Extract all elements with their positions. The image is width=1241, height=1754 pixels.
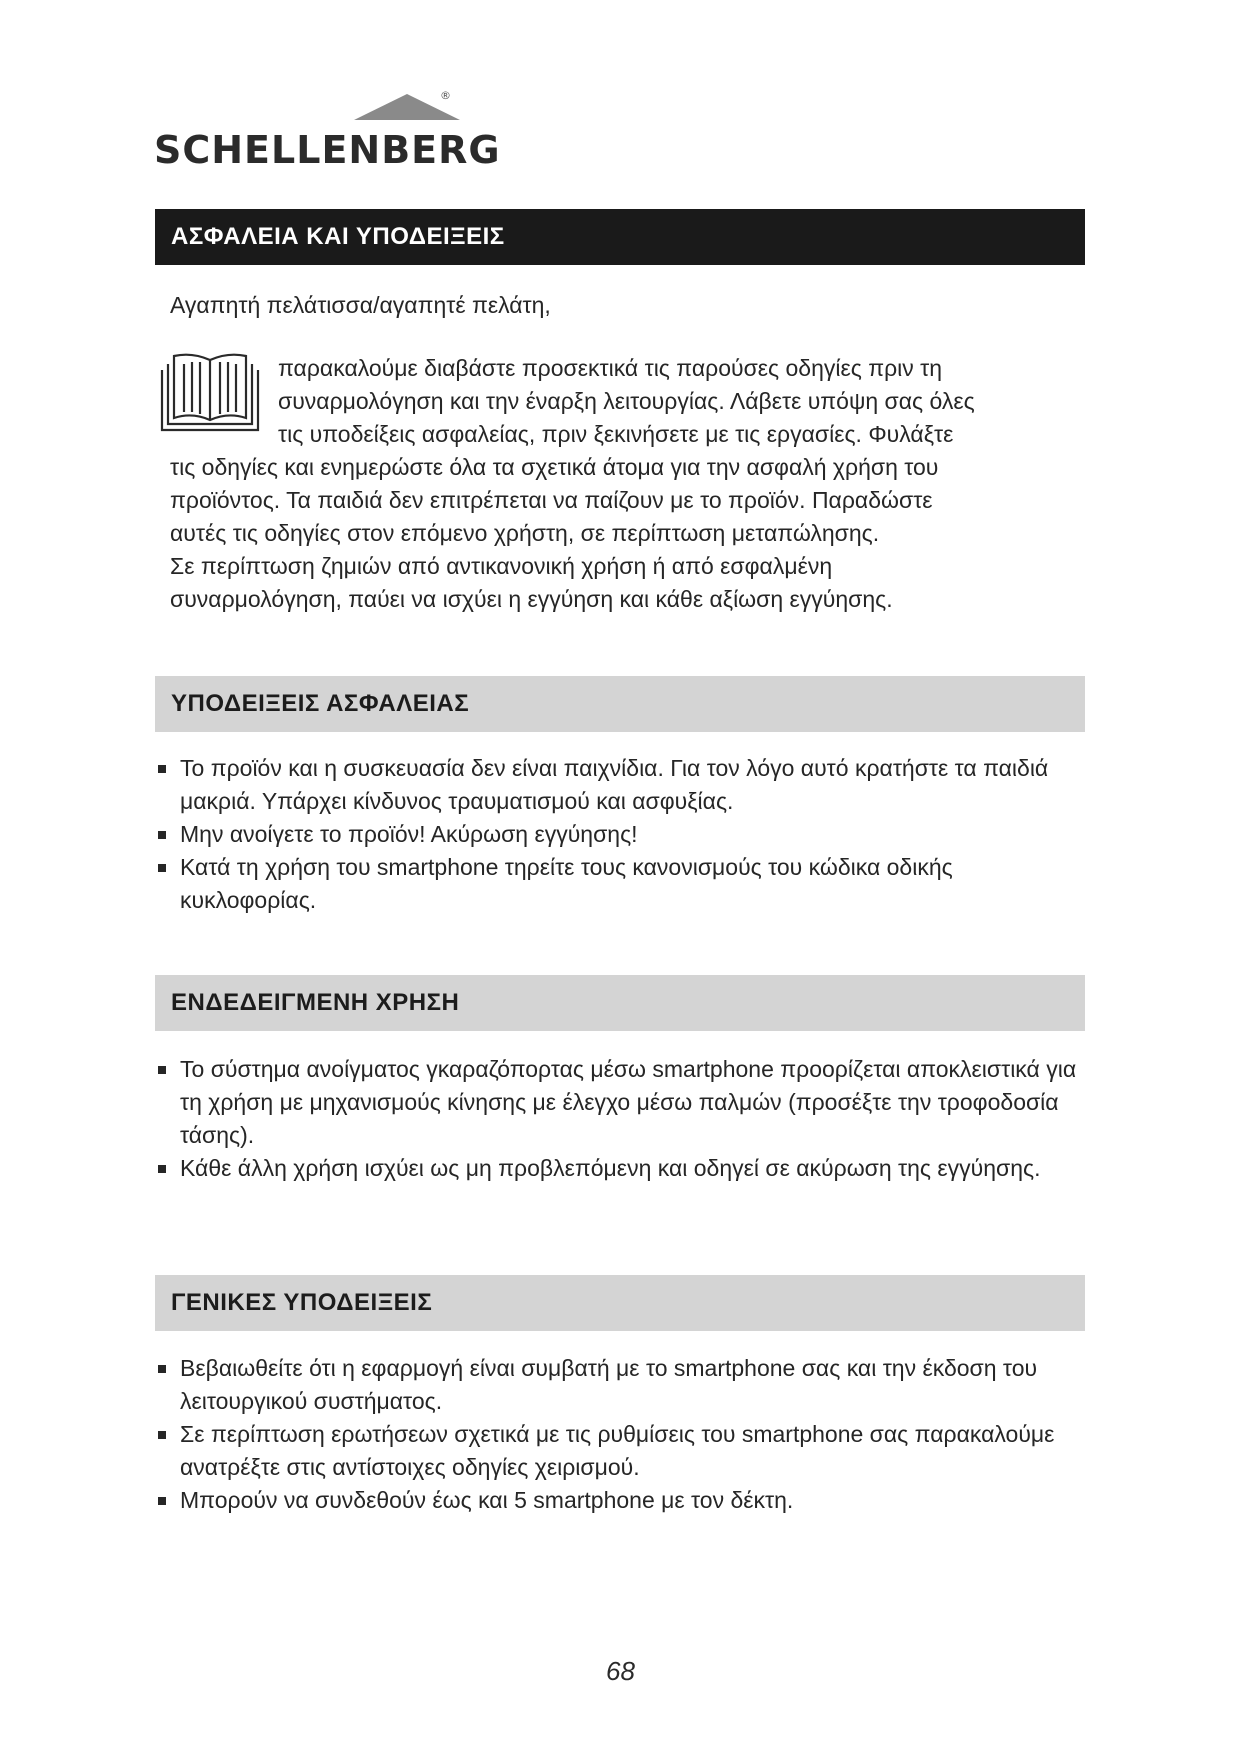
intro-line: συναρμολόγηση, παύει να ισχύει η εγγύηση και κάθε αξίωση εγγύησης. (170, 586, 893, 612)
square-bullet-icon (158, 1431, 166, 1439)
list-item: Σε περίπτωση ερωτήσεων σχετικά με τις ρυθμίσεις του smartphone σας παρακαλούμε ανατρέξτε στις αντίστοιχες οδηγίες χειρισμού. (158, 1418, 1078, 1484)
list-item: Το σύστημα ανοίγματος γκαραζόπορτας μέσω smartphone προορίζεται αποκλειστικά για τη χρήση με μηχανισμούς κίνησης με έλεγχο μέσω παλμών (προσέξτε την τροφοδοσία τάσης). (158, 1053, 1078, 1152)
list-item: Κατά τη χρήση του smartphone τηρείτε τους κανονισμούς του κώδικα οδικής κυκλοφορίας. (158, 851, 1078, 917)
intro-line: αυτές τις οδηγίες στον επόμενο χρήστη, σε περίπτωση μεταπώλησης. (170, 520, 880, 546)
page-number: 68 (606, 1656, 635, 1686)
section-title-safety: ΑΣΦΑΛΕΙΑ ΚΑΙ ΥΠΟΔΕΙΞΕΙΣ (155, 209, 1085, 265)
intro-line: τις οδηγίες και ενημερώστε όλα τα σχετικά άτομα για την ασφαλή χρήση του (170, 454, 939, 480)
square-bullet-icon (158, 831, 166, 839)
intro-line: τις υποδείξεις ασφαλείας, πριν ξεκινήσετε με τις εργασίες. Φυλάξτε (278, 421, 954, 447)
list-item: Κάθε άλλη χρήση ισχύει ως μη προβλεπόμενη και οδηγεί σε ακύρωση της εγγύησης. (158, 1152, 1078, 1185)
list-item: Το προϊόν και η συσκευασία δεν είναι παιχνίδια. Για τον λόγο αυτό κρατήστε τα παιδιά μακριά. Υπάρχει κίνδυνος τραυματισμού και ασφυξίας. (158, 752, 1078, 818)
intro-text-beside-icon (278, 352, 1068, 451)
general-notes-list (158, 1352, 1078, 1517)
logo-roof-icon (352, 88, 462, 124)
brand-logo (154, 88, 501, 178)
open-book-icon (160, 350, 260, 434)
brand-name: SCHELLENBERG (154, 128, 501, 172)
intro-line: προϊόντος. Τα παιδιά δεν επιτρέπεται να παίζουν με το προϊόν. Παραδώστε (170, 487, 933, 513)
safety-notes-list (158, 752, 1078, 917)
square-bullet-icon (158, 864, 166, 872)
section-title-general-notes: ΓΕΝΙΚΕΣ ΥΠΟΔΕΙΞΕΙΣ (155, 1275, 1085, 1331)
intro-text (170, 451, 1070, 616)
registered-mark: ® (440, 89, 451, 102)
square-bullet-icon (158, 1365, 166, 1373)
section-title-intended-use: ΕΝΔΕΔΕΙΓΜΕΝΗ ΧΡΗΣΗ (155, 975, 1085, 1031)
list-item: Βεβαιωθείτε ότι η εφαρμογή είναι συμβατή με το smartphone σας και την έκδοση του λειτουργικού συστήματος. (158, 1352, 1078, 1418)
intended-use-list (158, 1053, 1078, 1185)
intro-line: Σε περίπτωση ζημιών από αντικανονική χρήση ή από εσφαλμένη (170, 553, 833, 579)
list-item: Μπορούν να συνδεθούν έως και 5 smartphone με τον δέκτη. (158, 1484, 1078, 1517)
square-bullet-icon (158, 1165, 166, 1173)
square-bullet-icon (158, 1497, 166, 1505)
list-item: Μην ανοίγετε το προϊόν! Ακύρωση εγγύησης! (158, 818, 1078, 851)
section-title-safety-notes: ΥΠΟΔΕΙΞΕΙΣ ΑΣΦΑΛΕΙΑΣ (155, 676, 1085, 732)
square-bullet-icon (158, 1066, 166, 1074)
greeting: Αγαπητή πελάτισσα/αγαπητέ πελάτη, (170, 292, 551, 318)
intro-line: παρακαλούμε διαβάστε προσεκτικά τις παρούσες οδηγίες πριν τη (278, 355, 943, 381)
intro-line: συναρμολόγηση και την έναρξη λειτουργίας. Λάβετε υπόψη σας όλες (278, 388, 975, 414)
square-bullet-icon (158, 765, 166, 773)
